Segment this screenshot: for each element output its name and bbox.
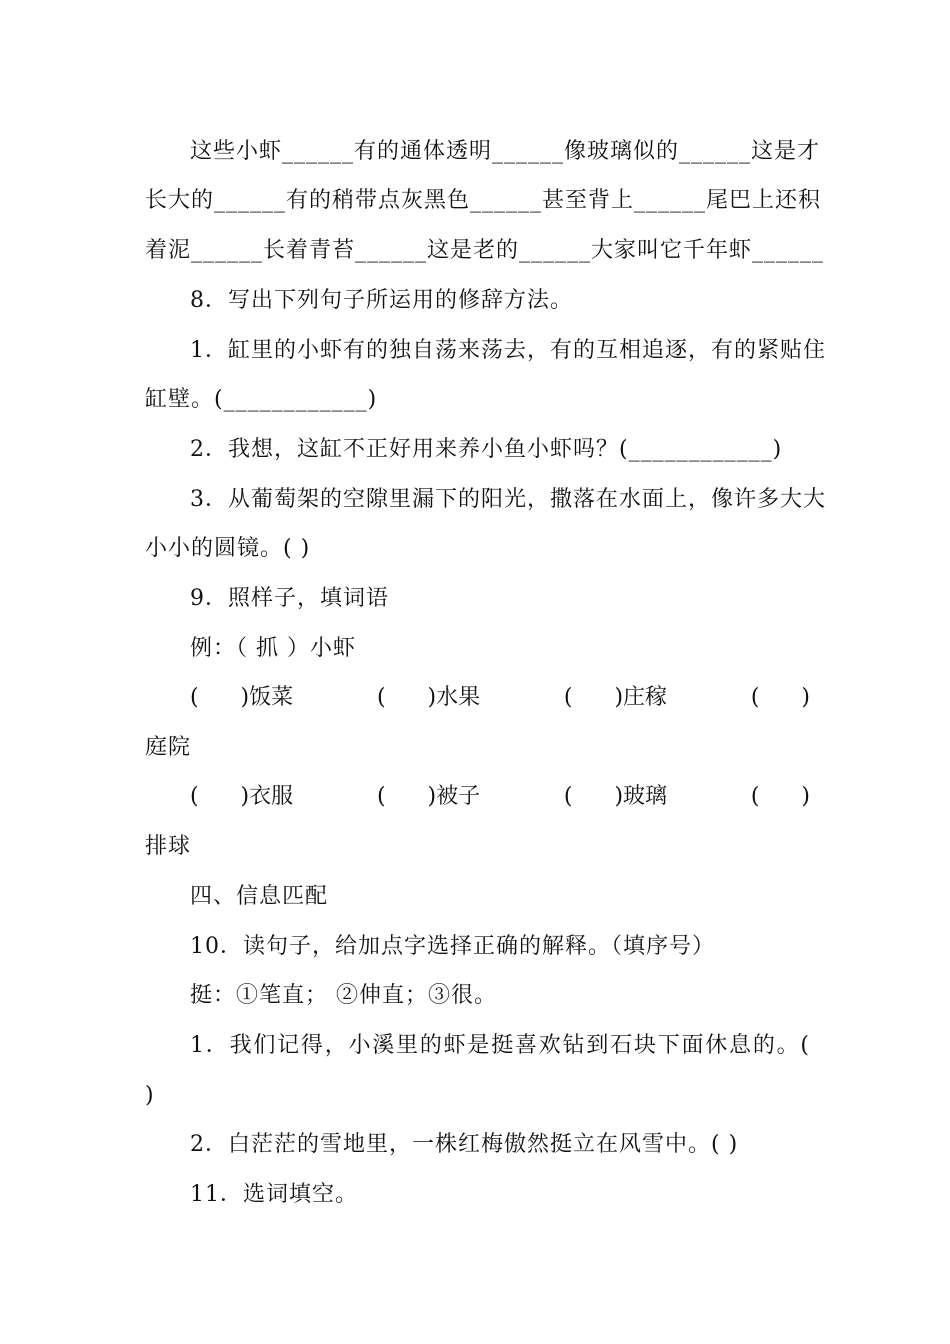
text-line: ) [145, 1083, 155, 1108]
text-line: 10．读句子，给加点字选择正确的解释。（填序号） [190, 934, 715, 959]
fill-blank-item: ( )饭菜 [190, 685, 294, 710]
text-line: 挺：①笔直； ②伸直；③很。 [190, 983, 497, 1008]
text-line: 1．我们记得，小溪里的虾是挺喜欢钻到石块下面休息的。( [190, 1033, 810, 1058]
fill-blank-item: ( )玻璃 [563, 784, 668, 809]
text-line: 8．写出下列句子所运用的修辞方法。 [190, 288, 573, 313]
text-line: 1．缸里的小虾有的独自荡来荡去，有的互相追逐，有的紧贴住 [190, 338, 826, 363]
text-line: 2．白茫茫的雪地里，一株红梅傲然挺立在风雪中。( ) [190, 1132, 739, 1157]
text-line: 2．我想，这缸不正好用来养小鱼小虾吗？(____________) [190, 437, 783, 462]
fill-blank-item: ( )庄稼 [563, 685, 668, 710]
text-line: 9．照样子，填词语 [190, 586, 389, 611]
word-fill-row [190, 683, 810, 713]
text-line: 例：（ 抓 ）小虾 [190, 636, 356, 661]
text-line: 着泥______长着青苔______这是老的______大家叫它千年虾______ [145, 238, 825, 263]
text-line: 11．选词填空。 [190, 1182, 358, 1207]
text-line: 3．从葡萄架的空隙里漏下的阳光，撒落在水面上，像许多大大 [190, 487, 826, 512]
text-line: 排球 [145, 834, 192, 859]
text-line: 这些小虾______有的通体透明______像玻璃似的______这是才 [190, 139, 821, 164]
text-line: 缸壁。(____________) [145, 387, 378, 412]
fill-blank-item: ( )衣服 [190, 784, 294, 809]
text-line: 庭院 [145, 735, 192, 760]
text-line: 小小的圆镜。( ) [145, 536, 311, 561]
fill-blank-item: ( )被子 [376, 784, 481, 809]
text-line: 长大的______有的稍带点灰黑色______甚至背上______尾巴上还积 [145, 188, 822, 213]
fill-blank-item: ( ) [750, 784, 810, 809]
fill-blank-item: ( )水果 [376, 685, 481, 710]
text-line: 四、信息匹配 [190, 884, 329, 909]
word-fill-row [190, 782, 810, 812]
fill-blank-item: ( ) [750, 685, 810, 710]
